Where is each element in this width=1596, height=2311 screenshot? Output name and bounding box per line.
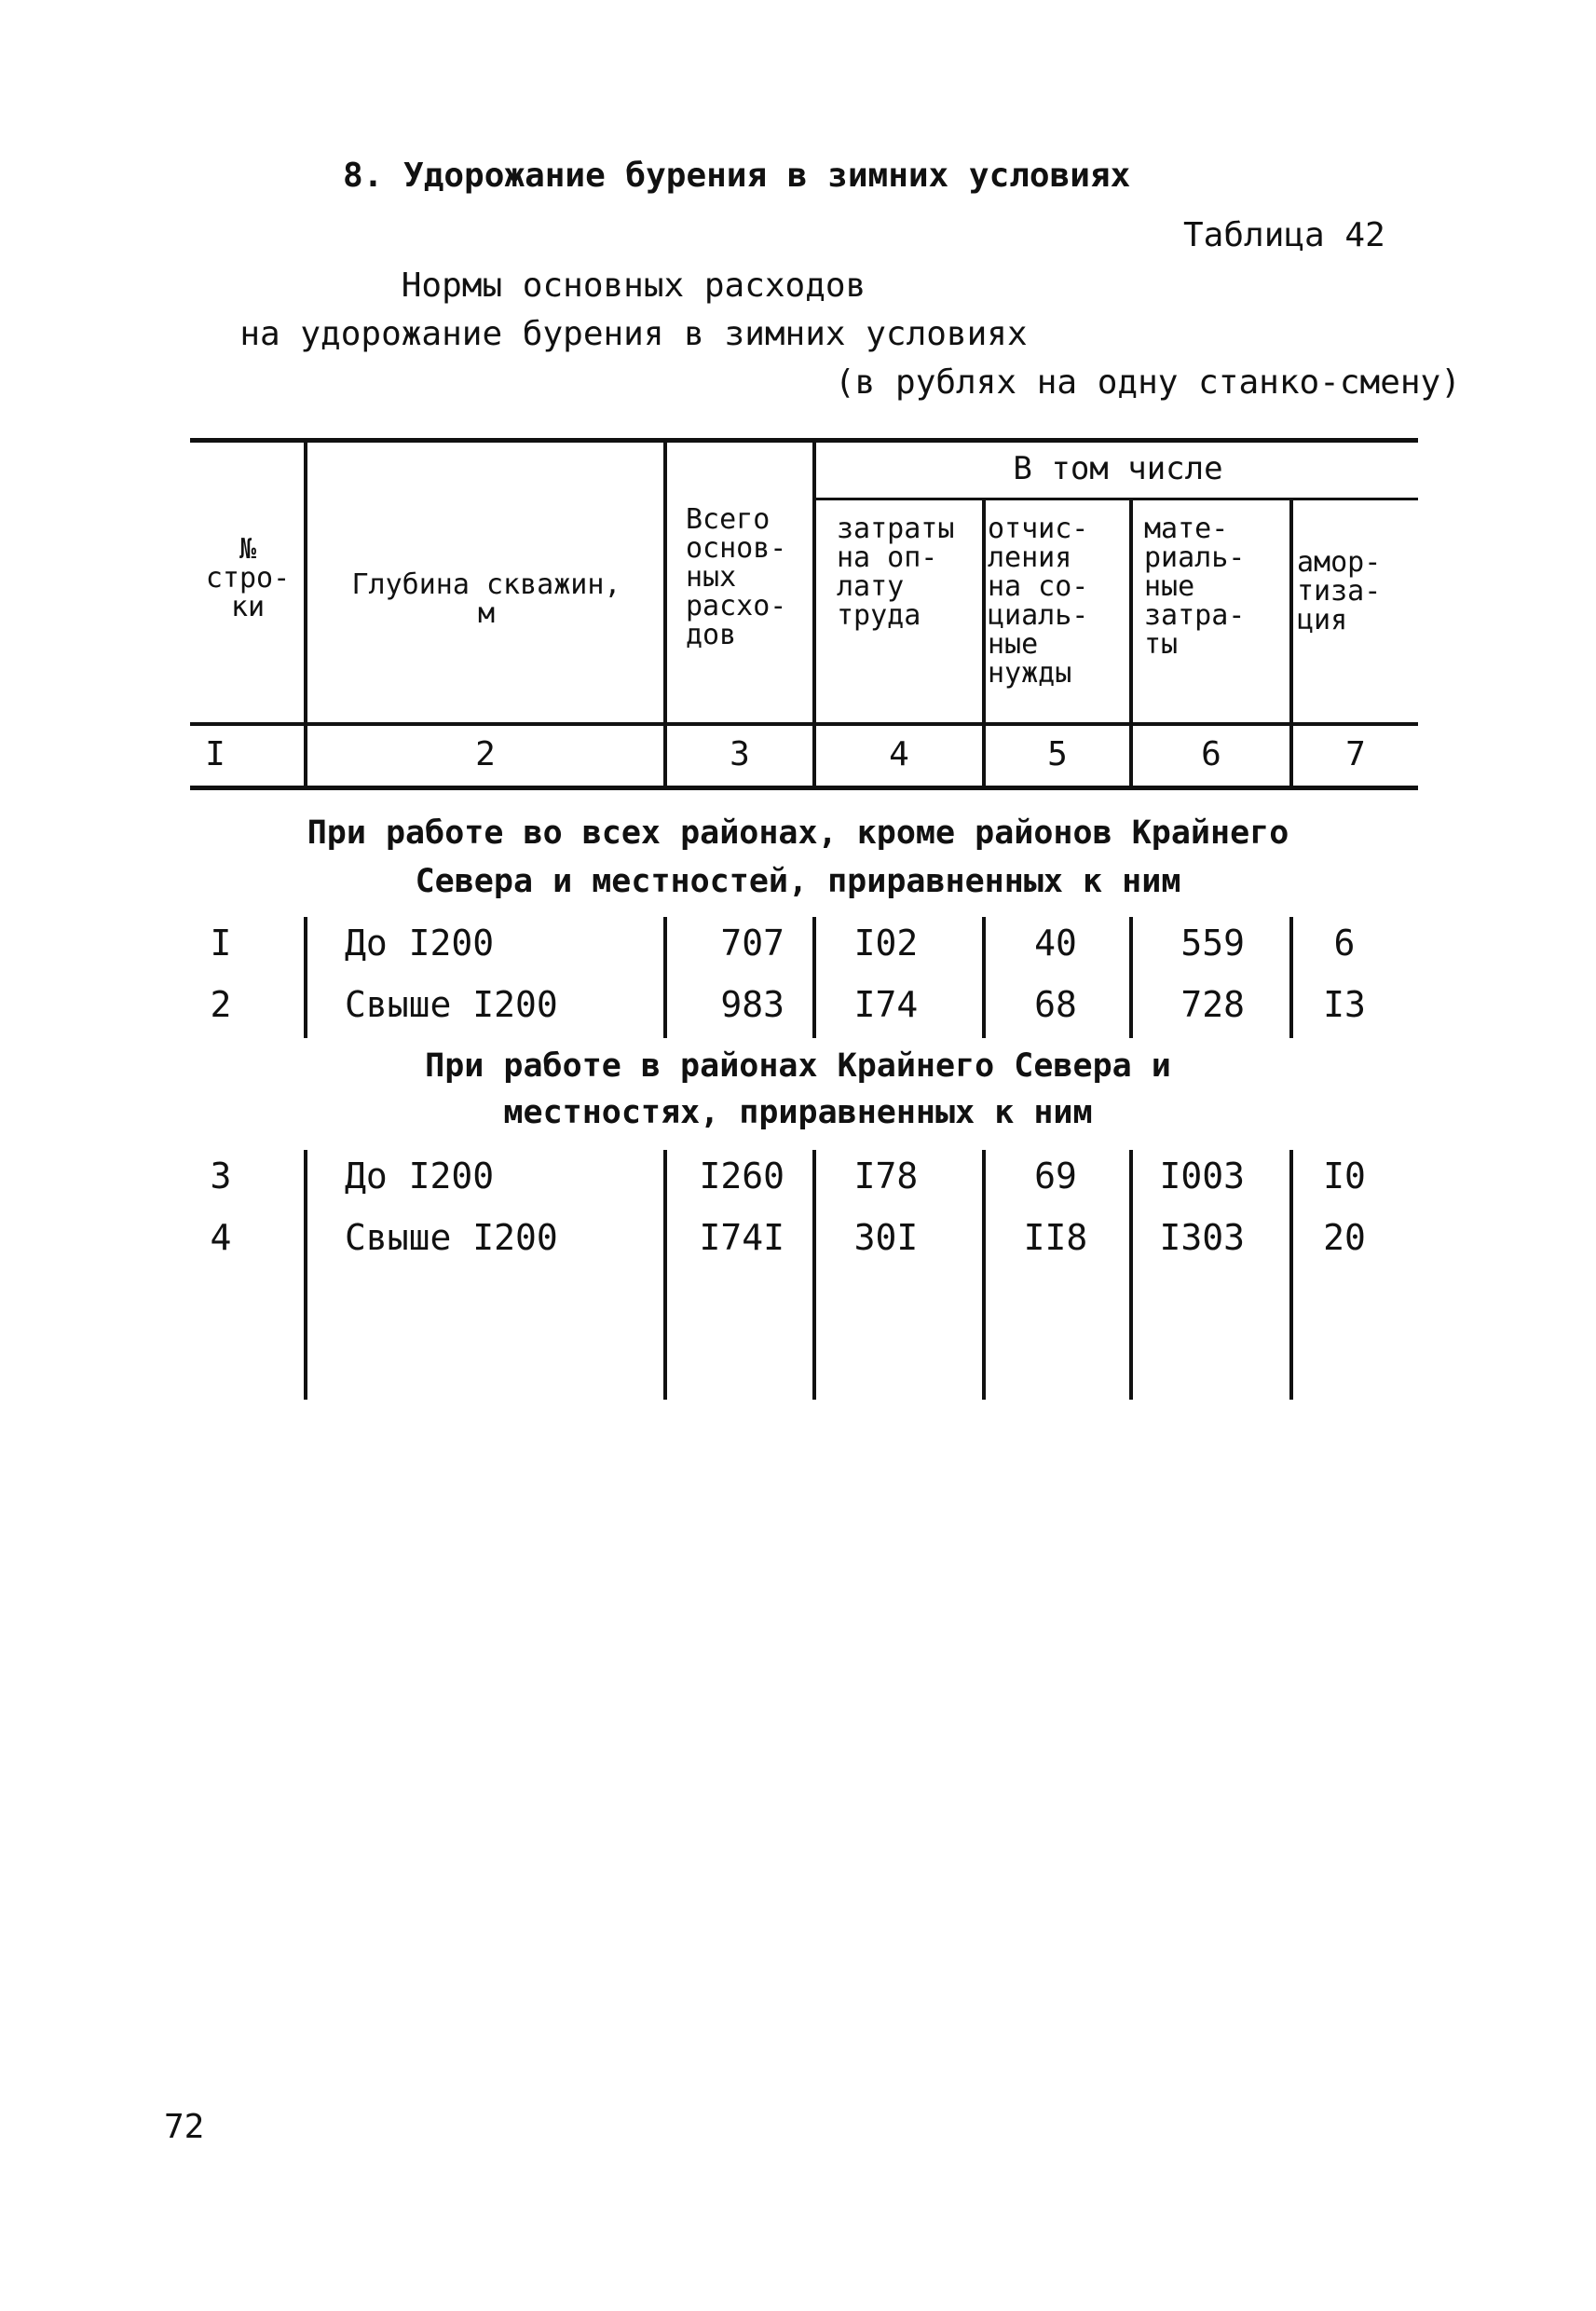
column-number-6: 6 bbox=[1201, 735, 1221, 773]
header-bottom-rule bbox=[190, 722, 1418, 726]
cell-amortization: 6 bbox=[1333, 923, 1356, 964]
header-row-no: № стро- ки bbox=[205, 533, 291, 623]
header-labor: затраты на оп- лату труда bbox=[837, 513, 955, 632]
cell-labor: I74 bbox=[853, 984, 919, 1025]
cell-social: 40 bbox=[1034, 923, 1077, 964]
group-2-title-line-1: При работе в районах Крайнего Севера и bbox=[425, 1047, 1171, 1085]
cell-depth: До I200 bbox=[345, 923, 495, 964]
cell-labor: I02 bbox=[853, 923, 919, 964]
group-2-title-line-2: местностях, приравненных к ним bbox=[503, 1094, 1093, 1131]
group-1-title-line-1: При работе во всех районах, кроме районов Крайнего bbox=[307, 814, 1289, 852]
cell-row-no: 4 bbox=[210, 1217, 232, 1258]
column-number-1: I bbox=[205, 735, 225, 773]
header-depth: Глубина скважин, м bbox=[351, 568, 621, 630]
cell-materials: 728 bbox=[1180, 984, 1245, 1025]
cell-labor: I78 bbox=[853, 1156, 919, 1197]
numbering-bottom-rule bbox=[190, 786, 1418, 790]
header-amortization: амор- тиза- ция bbox=[1297, 546, 1382, 636]
table-caption-line-2: на удорожание бурения в зимних условиях bbox=[239, 315, 1028, 353]
cell-depth: До I200 bbox=[345, 1156, 495, 1197]
column-number-5: 5 bbox=[1047, 735, 1068, 773]
header-total: Всего основ- ных расхо- дов bbox=[686, 503, 787, 651]
section-title: 8. Удорожание бурения в зимних условиях bbox=[343, 157, 1131, 195]
column-number-3: 3 bbox=[730, 735, 750, 773]
header-group: В том числе bbox=[1013, 450, 1223, 487]
cell-depth: Свыше I200 bbox=[345, 1217, 558, 1258]
column-number-7: 7 bbox=[1345, 735, 1366, 773]
cell-row-no: 3 bbox=[210, 1156, 232, 1197]
cell-total: 707 bbox=[720, 923, 784, 964]
cell-total: I74I bbox=[699, 1217, 784, 1258]
cell-total: I260 bbox=[699, 1156, 784, 1197]
group-1-title-line-2: Севера и местностей, приравненных к ним bbox=[415, 863, 1181, 900]
cell-materials: I003 bbox=[1159, 1156, 1245, 1197]
cell-depth: Свыше I200 bbox=[345, 984, 558, 1025]
table-top-rule bbox=[190, 438, 1418, 443]
cell-amortization: I3 bbox=[1323, 984, 1366, 1025]
header-social: отчис- ления на со- циаль- ные нужды bbox=[988, 513, 1089, 690]
group-1-vline-1 bbox=[304, 917, 307, 1038]
cell-social: II8 bbox=[1023, 1217, 1088, 1258]
cell-row-no: 2 bbox=[210, 984, 232, 1025]
table-caption-line-3: (в рублях на одну станко-смену) bbox=[835, 363, 1461, 402]
column-number-2: 2 bbox=[475, 735, 496, 773]
cell-amortization: I0 bbox=[1323, 1156, 1366, 1197]
group-2-vline-1 bbox=[304, 1150, 307, 1400]
table-label: Таблица 42 bbox=[1183, 216, 1385, 254]
group-header-rule bbox=[812, 498, 1418, 500]
cell-materials: 559 bbox=[1180, 923, 1245, 964]
column-number-4: 4 bbox=[889, 735, 909, 773]
header-materials: мате- риаль- ные затра- ты bbox=[1144, 513, 1246, 661]
cell-labor: 30I bbox=[853, 1217, 919, 1258]
cell-amortization: 20 bbox=[1323, 1217, 1366, 1258]
cell-row-no: I bbox=[210, 923, 232, 964]
page-number: 72 bbox=[164, 2108, 205, 2146]
table-caption-line-1: Нормы основных расходов bbox=[401, 267, 866, 305]
cell-social: 68 bbox=[1034, 984, 1077, 1025]
cell-social: 69 bbox=[1034, 1156, 1077, 1197]
cell-total: 983 bbox=[720, 984, 784, 1025]
cell-materials: I303 bbox=[1159, 1217, 1245, 1258]
